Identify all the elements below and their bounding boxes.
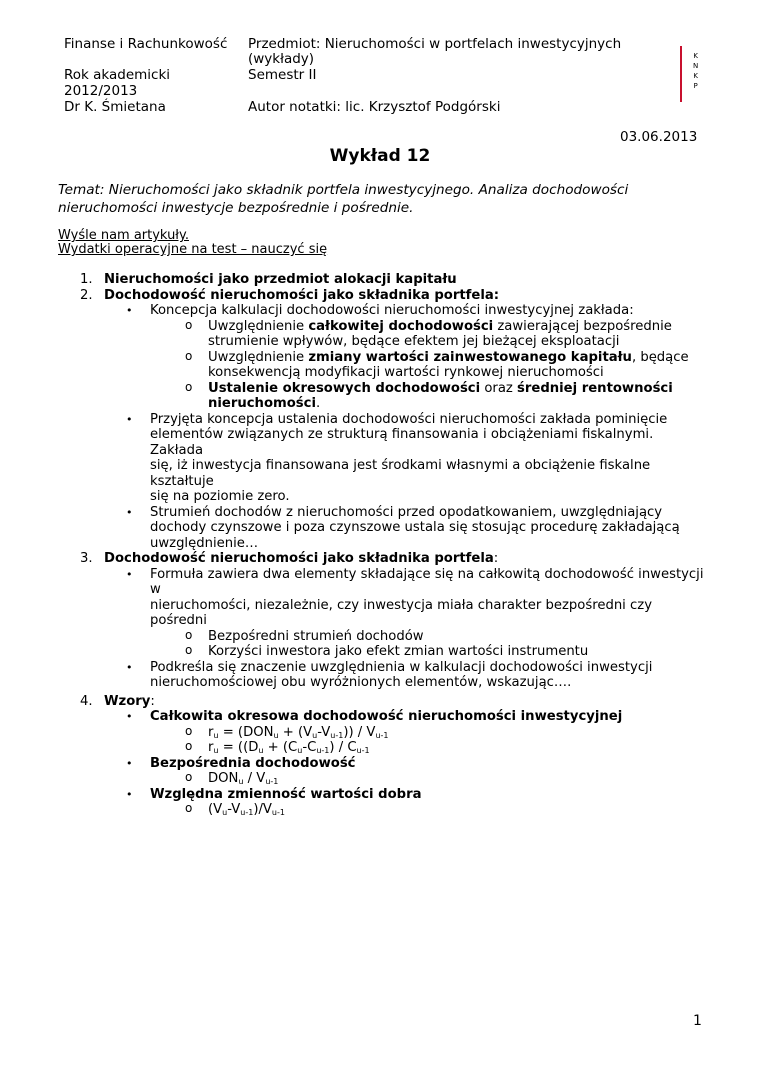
header-author: Autor notatki: lic. Krzysztof Podgórski <box>248 99 501 115</box>
sub-item: o Korzyści inwestora jako efekt zmian wartości instrumentu <box>185 643 589 659</box>
sub-item-continued: strumienie wpływów, będące efektem jej bieżącej eksploatacji <box>208 334 620 349</box>
page-title: Wykład 12 <box>329 146 431 166</box>
lecture-outline <box>58 272 708 818</box>
sub-item-continued: konsekwencją modyfikacji wartości rynkowej nieruchomości <box>208 365 604 380</box>
note-articles: Wyśle nam artykuły. <box>58 228 189 243</box>
bullet-continued: nieruchomości, niezależnie, czy inwestycja miała charakter bezpośredni czy pośredni <box>150 597 653 628</box>
header-year: 2012/2013 <box>64 83 138 99</box>
note-test: Wydatki operacyjne na test – nauczyć się <box>58 242 328 257</box>
page-number: 1 <box>693 1013 702 1029</box>
sub-item: o Ustalenie okresowych dochodowości oraz średniej rentowności <box>185 379 673 396</box>
header-course: Finanse i Rachunkowość <box>64 36 228 52</box>
bullet-continued: elementów związanych ze strukturą finansowania i obciążeniami fiskalnymi. Zakłada <box>150 427 654 458</box>
formula-total-return-1: o $r_u = (DON_u + (V_u-V_{u-1})) / V_{u-1}$ <box>185 723 389 740</box>
logo-letter: K <box>693 72 698 80</box>
logo-letter: P <box>693 82 698 90</box>
sub-item-continued: nieruchomości. <box>208 396 321 411</box>
formula-value-change: o $(V_u-V_{u-1})/V_{u-1}$ <box>185 801 285 817</box>
bullet-item: • Koncepcja kalkulacji dochodowości nieruchomości inwestycyjnej zakłada: <box>126 303 634 318</box>
bullet-item: • Przyjęta koncepcja ustalenia dochodowości nieruchomości zakłada pominięcie <box>126 411 668 427</box>
logo-letter: K <box>693 52 698 60</box>
formula-total-return-2: o $r_u = ((D_u + (C_u-C_{u-1}) / C_{u-1}$ <box>185 739 370 755</box>
bullet-continued: się, iż inwestycja finansowana jest środkami własnymi a obciążenie fiskalne kształtuje <box>150 458 651 489</box>
list-item: 3. Dochodowość nieruchomości jako składnika portfela: <box>80 551 499 566</box>
knkp-logo <box>693 51 698 91</box>
header-year-label: Rok akademicki <box>64 67 171 83</box>
bullet-item: • Podkreśla się znaczenie uwzględnienia w kalkulacji dochodowości inwestycji <box>126 659 653 675</box>
bullet-item: • Całkowita okresowa dochodowość nieruchomości inwestycyjnej <box>126 709 623 724</box>
sub-item: o Uwzględnienie całkowitej dochodowości zawierającej bezpośrednie <box>185 317 672 334</box>
lecture-date: 03.06.2013 <box>620 129 698 145</box>
sub-item: o Bezpośredni strumień dochodów <box>185 627 424 644</box>
header-lecturer: Dr K. Śmietana <box>64 99 166 115</box>
list-item: 1. Nieruchomości jako przedmiot alokacji kapitału <box>80 272 457 287</box>
bullet-continued: dochody czynszowe i poza czynszowe ustala się stosując procedurę zakładającą <box>150 520 680 535</box>
bullet-item: • Formuła zawiera dwa elementy składające się na całkowitą dochodowość inwestycji w <box>126 566 704 597</box>
bullet-continued: się na poziomie zero. <box>150 489 290 504</box>
header-semester: Semestr II <box>248 67 317 83</box>
header-subject-type: (wykłady) <box>248 51 315 67</box>
logo-letter: N <box>693 62 699 70</box>
bullet-continued: nieruchomościowej obu wyróżnionych elementów, wskazując…. <box>150 675 572 690</box>
list-item: 4. Wzory: <box>80 693 155 709</box>
lecture-topic: Temat: Nieruchomości jako składnik portfela inwestycyjnego. Analiza dochodowości nieruchomości inwestycje bezpośrednie i pośrednie. <box>58 182 629 216</box>
sub-item: o Uwzględnienie zmiany wartości zainwestowanego kapitału, będące <box>185 348 689 365</box>
bullet-item: • Bezpośrednia dochodowość <box>126 755 356 771</box>
list-item: 2. Dochodowość nieruchomości jako składnika portfela: <box>80 287 500 303</box>
header-subject: Przedmiot: Nieruchomości w portfelach inwestycyjnych <box>248 36 622 52</box>
formula-direct-return: o $DON_u / V_{u-1}$ <box>185 770 279 786</box>
bullet-item: • Strumień dochodów z nieruchomości przed opodatkowaniem, uwzględniający <box>126 504 663 520</box>
bullet-item: • Względna zmienność wartości dobra <box>126 786 422 802</box>
logo-bar <box>680 46 682 102</box>
bullet-continued: uwzględnienie… <box>150 535 259 551</box>
